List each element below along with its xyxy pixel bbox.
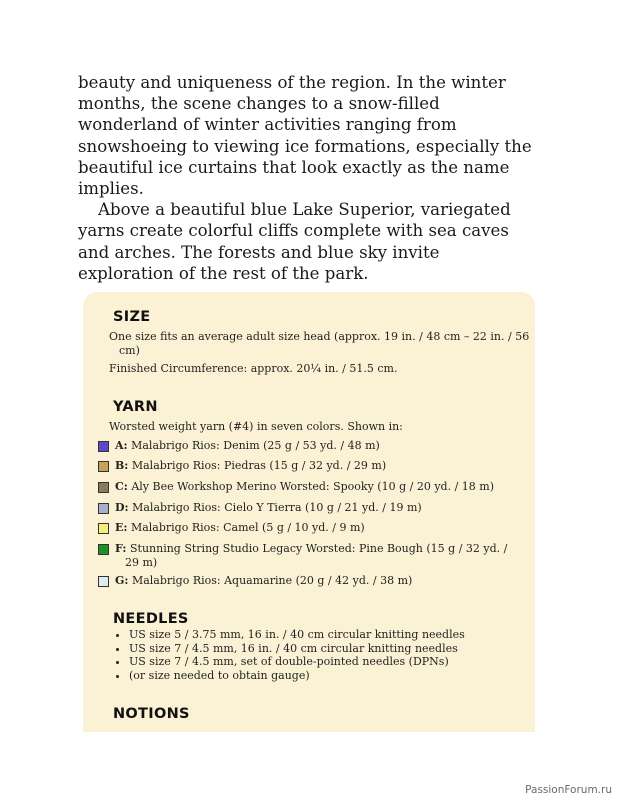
yarn-item-e [98, 521, 365, 535]
needles-item: • US size 5 / 3.75 mm, 16 in. / 40 cm circular knitting needles [129, 628, 529, 642]
size-description: One size fits an average adult size head (approx. 19 in. / 48 cm – 22 in. / 56 cm) [109, 330, 530, 357]
swatch-a-icon [98, 441, 109, 452]
intro-paragraph-1: beauty and uniqueness of the region. In the winter months, the scene changes to a snow-filled wonderland of winter activities ranging from snowshoeing to viewing ice formations, especially the beautiful ice curtains that look exactly as the name implies. [78, 73, 532, 199]
yarn-item-b [98, 459, 386, 473]
needles-list [109, 628, 529, 682]
intro-text [78, 72, 538, 284]
needles-item: • (or size needed to obtain gauge) [129, 669, 529, 683]
yarn-item-d [98, 501, 422, 515]
yarn-intro: Worsted weight yarn (#4) in seven colors. Shown in: [109, 420, 403, 433]
swatch-e-icon [98, 523, 109, 534]
yarn-item-c [98, 480, 494, 494]
yarn-item-f [98, 542, 523, 570]
yarn-letter: D: [115, 501, 129, 514]
yarn-letter: F: [115, 542, 127, 555]
swatch-c-icon [98, 482, 109, 493]
swatch-f-icon [98, 544, 109, 555]
yarn-heading: YARN [113, 399, 158, 415]
swatch-b-icon [98, 461, 109, 472]
yarn-description: Stunning String Studio Legacy Worsted: Pine Bough (15 g / 32 yd. / 29 m) [125, 542, 508, 569]
needles-item: • US size 7 / 4.5 mm, 16 in. / 40 cm circular knitting needles [129, 642, 529, 656]
swatch-g-icon [98, 576, 109, 587]
yarn-description: Malabrigo Rios: Denim (25 g / 53 yd. / 48 m) [131, 439, 380, 452]
yarn-letter: B: [115, 459, 129, 472]
yarn-description: Malabrigo Rios: Cielo Y Tierra (10 g / 21 yd. / 19 m) [132, 501, 422, 514]
pattern-info-box [83, 292, 535, 732]
yarn-description: Malabrigo Rios: Camel (5 g / 10 yd. / 9 m) [130, 521, 365, 534]
yarn-letter: A: [115, 439, 128, 452]
yarn-description: Malabrigo Rios: Aquamarine (20 g / 42 yd. / 38 m) [131, 574, 413, 587]
yarn-letter: G: [115, 574, 129, 587]
yarn-letter: C: [115, 480, 128, 493]
yarn-description: Malabrigo Rios: Piedras (15 g / 32 yd. / 29 m) [131, 459, 387, 472]
notions-heading: NOTIONS [113, 706, 190, 722]
intro-paragraph-2: Above a beautiful blue Lake Superior, variegated yarns create colorful cliffs complete with sea caves and arches. The forests and blue sky invite exploration of the rest of the park. [78, 200, 511, 283]
size-heading: SIZE [113, 309, 151, 325]
watermark: PassionForum.ru [525, 784, 612, 796]
needles-item: • US size 7 / 4.5 mm, set of double-pointed needles (DPNs) [129, 655, 529, 669]
yarn-description: Aly Bee Workshop Merino Worsted: Spooky (10 g / 20 yd. / 18 m) [131, 480, 494, 493]
yarn-item-a [98, 439, 380, 453]
swatch-d-icon [98, 503, 109, 514]
yarn-letter: E: [115, 521, 128, 534]
needles-heading: NEEDLES [113, 611, 189, 627]
finished-circumference: Finished Circumference: approx. 20¼ in. / 51.5 cm. [109, 362, 398, 375]
yarn-item-g [98, 574, 412, 588]
